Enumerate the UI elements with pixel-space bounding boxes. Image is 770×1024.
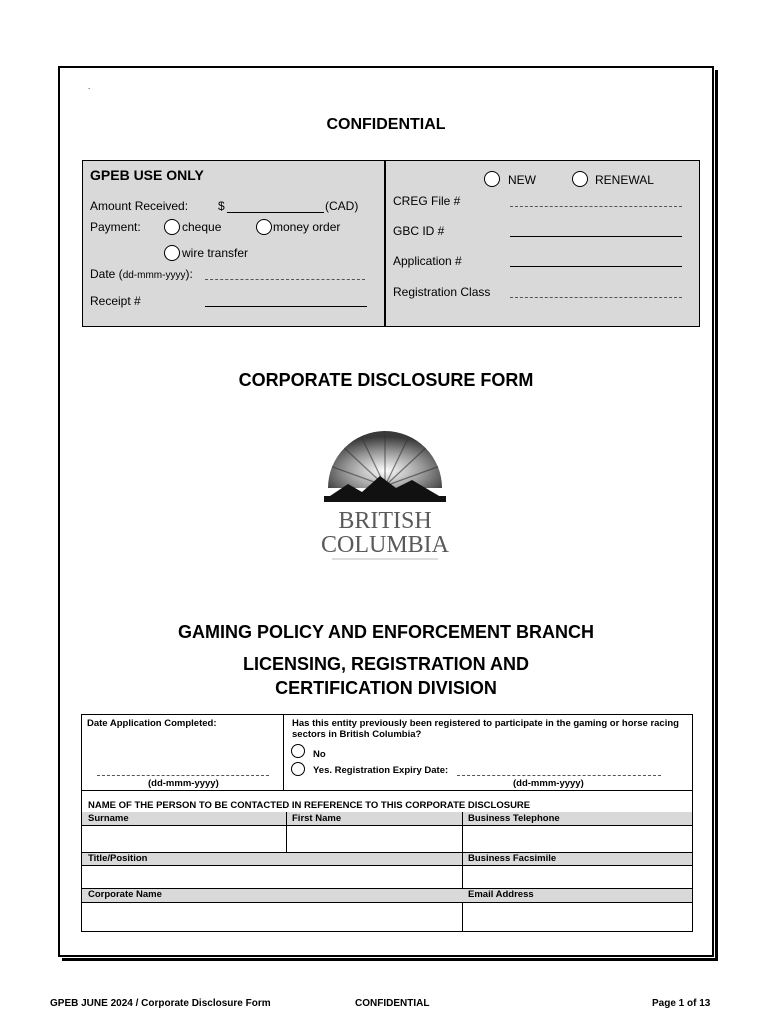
gpeb-box-divider [384,160,386,327]
contact-header-row [82,812,692,825]
top-mark: . [88,82,91,91]
new-radio[interactable] [484,171,500,187]
business-facsimile-label: Business Facsimile [468,853,557,864]
payment-label: Payment: [90,220,141,234]
form-title: CORPORATE DISCLOSURE FORM [238,370,534,390]
creg-file-field[interactable] [510,206,682,207]
corporate-header-row [82,889,692,902]
date-completed-label: Date Application Completed: [87,718,217,729]
email-address-label: Email Address [468,889,534,900]
first-name-label: First Name [292,813,342,824]
previous-no-label: No [313,749,326,760]
branch-line-2: LICENSING, REGISTRATION AND [242,654,529,674]
gpeb-title: GPEB USE ONLY [90,167,204,183]
previous-registration-question: Has this entity previously been registered to participate in the gaming or horse racing sectors in British Columbia? [292,718,679,740]
previous-yes-label: Yes. Registration Expiry Date: [313,765,449,776]
registration-expiry-field[interactable] [457,775,661,776]
money-order-radio[interactable] [256,219,272,235]
renewal-label: RENEWAL [595,173,654,187]
branch-line-1: GAMING POLICY AND ENFORCEMENT BRANCH [177,622,594,642]
footer-page-number: Page 1 of 13 [652,998,711,1009]
title-position-label: Title/Position [88,853,148,864]
cheque-radio[interactable] [164,219,180,235]
application-number-label: Application # [393,254,462,268]
title-position-input[interactable] [82,866,462,888]
business-telephone-input[interactable] [463,826,692,852]
date-format-hint: dd-mmm-yyyy [122,270,186,281]
receipt-field[interactable] [205,306,367,307]
money-order-label: money order [273,220,341,234]
business-telephone-label: Business Telephone [468,813,560,824]
date-label-end: ): [185,267,193,281]
surname-label: Surname [88,813,129,824]
branch-line-3: CERTIFICATION DIVISION [275,678,497,698]
creg-file-label: CREG File # [393,194,461,208]
gbc-id-field[interactable] [510,236,682,237]
date-label [90,267,193,281]
date-completed-field[interactable] [97,775,269,776]
previous-no-radio[interactable] [291,744,305,758]
cheque-label: cheque [182,220,222,234]
previous-yes-radio[interactable] [291,762,305,776]
row1-bottom-line [81,790,693,791]
amount-currency: (CAD) [325,199,359,213]
confidential-heading: CONFIDENTIAL [326,116,446,133]
amount-dollar-sign: $ [218,199,225,213]
wire-transfer-label: wire transfer [182,246,249,260]
registration-class-label: Registration Class [393,285,491,299]
title-header-row [82,853,692,865]
amount-field[interactable] [227,212,324,213]
contact-heading: NAME OF THE PERSON TO BE CONTACTED IN REFERENCE TO THIS CORPORATE DISCLOSURE [88,800,531,811]
footer-form-id: GPEB JUNE 2024 / Corporate Disclosure Form [50,998,271,1009]
receipt-label: Receipt # [90,294,141,308]
british-columbia-logo [300,424,470,564]
logo-line-british: BRITISH [338,508,432,534]
wire-transfer-radio[interactable] [164,245,180,261]
row1-divider [283,714,284,790]
renewal-radio[interactable] [572,171,588,187]
date-completed-format: (dd-mmm-yyyy) [148,778,219,789]
date-field[interactable] [205,279,365,280]
application-number-field[interactable] [510,266,682,267]
business-facsimile-input[interactable] [463,866,692,888]
date-label-start: Date ( [90,267,123,281]
email-address-input[interactable] [463,903,692,931]
surname-input[interactable] [82,826,286,852]
new-label: NEW [508,173,536,187]
first-name-input[interactable] [287,826,462,852]
registration-class-field[interactable] [510,297,682,298]
expiry-date-format: (dd-mmm-yyyy) [513,778,584,789]
corporate-name-input[interactable] [82,903,462,931]
logo-line-columbia: COLUMBIA [320,532,450,558]
gbc-id-label: GBC ID # [393,224,445,238]
corporate-name-label: Corporate Name [88,889,162,900]
amount-received-label: Amount Received: [90,199,189,213]
footer-confidential: CONFIDENTIAL [355,998,430,1009]
